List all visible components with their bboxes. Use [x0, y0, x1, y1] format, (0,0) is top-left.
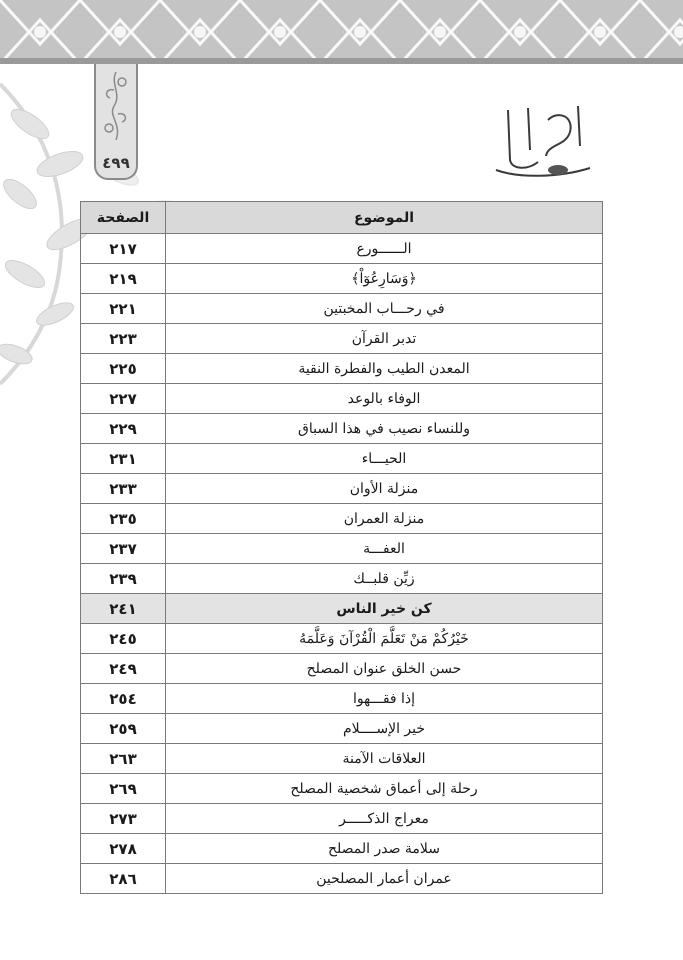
topic-cell: رحلة إلى أعماق شخصية المصلح: [166, 774, 603, 804]
table-row: [81, 234, 603, 264]
calligraphy-logo: [488, 100, 598, 180]
table-row: [81, 864, 603, 894]
page-cell: ٢١٧: [81, 234, 166, 264]
column-header-page: الصفحة: [81, 202, 166, 234]
page-cell: ٢٣٧: [81, 534, 166, 564]
page-cell: ٢٦٩: [81, 774, 166, 804]
page-cell: ٢٢٧: [81, 384, 166, 414]
topic-cell: الــــــورع: [166, 234, 603, 264]
decorative-header-band: [0, 0, 683, 64]
topic-cell: معراج الذكـــــر: [166, 804, 603, 834]
page-number-tab: [94, 64, 138, 180]
section-row: [81, 594, 603, 624]
table-row: [81, 804, 603, 834]
topic-cell: إذا فقـــهوا: [166, 684, 603, 714]
table-row: [81, 264, 603, 294]
table-row: [81, 414, 603, 444]
page-cell: ٢١٩: [81, 264, 166, 294]
table-row: [81, 504, 603, 534]
page-cell: ٢٣٩: [81, 564, 166, 594]
page-cell: ٢٥٤: [81, 684, 166, 714]
table-row: [81, 324, 603, 354]
topic-cell: منزلة العمران: [166, 504, 603, 534]
topic-cell: منزلة الأوان: [166, 474, 603, 504]
table-row: [81, 684, 603, 714]
page-cell: ٢٦٣: [81, 744, 166, 774]
topic-cell: سلامة صدر المصلح: [166, 834, 603, 864]
page-cell: ٢٣٥: [81, 504, 166, 534]
topic-cell: المعدن الطيب والفطرة النقية: [166, 354, 603, 384]
topic-cell: وللنساء نصيب في هذا السباق: [166, 414, 603, 444]
topic-cell: كن خير الناس: [166, 594, 603, 624]
page-cell: ٢٢٣: [81, 324, 166, 354]
table-body: [81, 234, 603, 894]
table-row: [81, 834, 603, 864]
topic-cell: خير الإســــلام: [166, 714, 603, 744]
table-row: [81, 534, 603, 564]
topic-cell: في رحـــاب المخبتين: [166, 294, 603, 324]
page-cell: ٢٤١: [81, 594, 166, 624]
table-row: [81, 474, 603, 504]
page-cell: ٢٢٥: [81, 354, 166, 384]
page-cell: ٢٢١: [81, 294, 166, 324]
table-of-contents: [80, 201, 603, 894]
page-cell: ٢٨٦: [81, 864, 166, 894]
page-cell: ٢٥٩: [81, 714, 166, 744]
topic-cell: ﴿وَسَارِعُوٓاْ﴾: [166, 264, 603, 294]
page-cell: ٢٧٣: [81, 804, 166, 834]
column-header-topic: الموضوع: [166, 202, 603, 234]
topic-cell: حسن الخلق عنوان المصلح: [166, 654, 603, 684]
topic-cell: عمران أعمار المصلحين: [166, 864, 603, 894]
table-row: [81, 624, 603, 654]
topic-cell: تدبر القرآن: [166, 324, 603, 354]
topic-cell: زيِّن قلبــك: [166, 564, 603, 594]
table-header-row: [81, 202, 603, 234]
table-row: [81, 564, 603, 594]
topic-cell: العلاقات الآمنة: [166, 744, 603, 774]
table-row: [81, 354, 603, 384]
page-cell: ٢٢٩: [81, 414, 166, 444]
topic-cell: العفـــة: [166, 534, 603, 564]
table-row: [81, 294, 603, 324]
table-row: [81, 654, 603, 684]
page-cell: ٢٤٥: [81, 624, 166, 654]
topic-cell: الحيـــاء: [166, 444, 603, 474]
table-row: [81, 774, 603, 804]
table-row: [81, 384, 603, 414]
vine-ornament-icon: [100, 70, 132, 146]
table-row: [81, 444, 603, 474]
topic-cell: خَيْرُكُمْ مَنْ تَعَلَّمَ الْقُرْآنَ وَعَلَّمَهُ: [166, 624, 603, 654]
page-cell: ٢٣٣: [81, 474, 166, 504]
page-cell: ٢٤٩: [81, 654, 166, 684]
topic-cell: الوفاء بالوعد: [166, 384, 603, 414]
page-cell: ٢٣١: [81, 444, 166, 474]
page-cell: ٢٧٨: [81, 834, 166, 864]
table-row: [81, 744, 603, 774]
page-number: ٤٩٩: [102, 154, 130, 172]
table-row: [81, 714, 603, 744]
